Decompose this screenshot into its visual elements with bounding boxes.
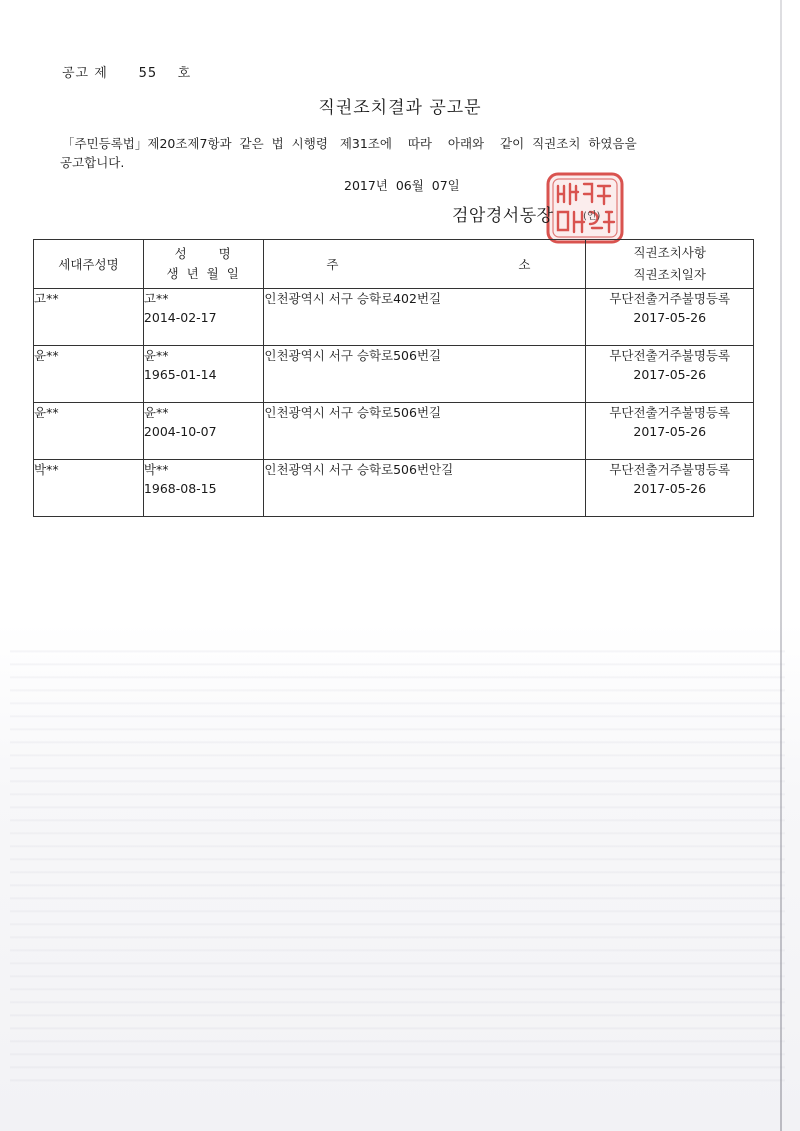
cell-birthdate: 2004-10-07 [143,424,217,439]
cell-householder: 윤** [34,403,144,460]
cell-name-birthdate [143,403,263,460]
cell-action-text: 무단전출거주불명등록 [609,348,731,363]
scan-edge [780,0,782,1131]
cell-action [586,289,754,346]
header-name-label: 성 명 [174,246,233,261]
cell-householder: 윤** [34,346,144,403]
cell-name: 고** [143,291,169,306]
notice-number: 공고 제 55 호 [62,66,192,81]
cell-address: 인천광역시 서구 승학로506번길 [264,346,586,403]
cell-action-text: 무단전출거주불명등록 [609,405,731,420]
signer-name: 검암경서동장 [452,206,554,226]
cell-action [586,346,754,403]
header-householder [34,240,144,289]
header-name-birthdate [143,240,263,289]
cell-address: 인천광역시 서구 승학로506번안길 [264,460,586,517]
header-action [586,240,754,289]
header-action-label: 직권조치사항 [633,245,706,260]
cell-action-date: 2017-05-26 [633,424,707,439]
cell-name: 윤** [143,348,169,363]
table-row [34,289,754,346]
cell-name: 윤** [143,405,169,420]
header-address [264,240,586,289]
cell-name-birthdate [143,346,263,403]
cell-address: 인천광역시 서구 승학로402번길 [264,289,586,346]
cell-householder: 고** [34,289,144,346]
notice-date: 2017년 06월 07일 [344,178,460,193]
cell-action-date: 2017-05-26 [633,481,707,496]
cell-birthdate: 1965-01-14 [143,367,217,382]
header-address-label [264,255,585,273]
cell-birthdate: 1968-08-15 [143,481,217,496]
table-row [34,460,754,517]
cell-action [586,403,754,460]
header-householder-label: 세대주성명 [58,257,119,272]
table-row [34,346,754,403]
cell-birthdate: 2014-02-17 [143,310,217,325]
cell-householder: 박** [34,460,144,517]
notice-body-line-2: 공고합니다. [60,155,125,170]
cell-action-text: 무단전출거주불명등록 [609,462,731,477]
table-row [34,403,754,460]
cell-name: 박** [143,462,169,477]
page-title: 직권조치결과 공고문 [318,98,482,118]
table-header-row [34,240,754,289]
cell-name-birthdate [143,289,263,346]
header-address-right: 소 [518,257,531,272]
header-address-left: 주 [326,257,339,272]
cell-action-text: 무단전출거주불명등록 [609,291,731,306]
cell-address: 인천광역시 서구 승학로506번길 [264,403,586,460]
scan-texture [10,640,785,1090]
header-action-date-label: 직권조치일자 [633,267,706,282]
cell-action-date: 2017-05-26 [633,367,707,382]
notice-body [60,134,720,172]
records-table [33,239,754,517]
header-birthdate-label: 생 년 월 일 [166,266,241,281]
cell-name-birthdate [143,460,263,517]
seal-mark: (인) [583,211,601,222]
cell-action [586,460,754,517]
cell-action-date: 2017-05-26 [633,310,707,325]
notice-body-line-1: 「주민등록법」제20조제7항과 같은 법 시행령 제31조에 따라 아래와 같이 직권조치 하였음을 [62,136,637,151]
